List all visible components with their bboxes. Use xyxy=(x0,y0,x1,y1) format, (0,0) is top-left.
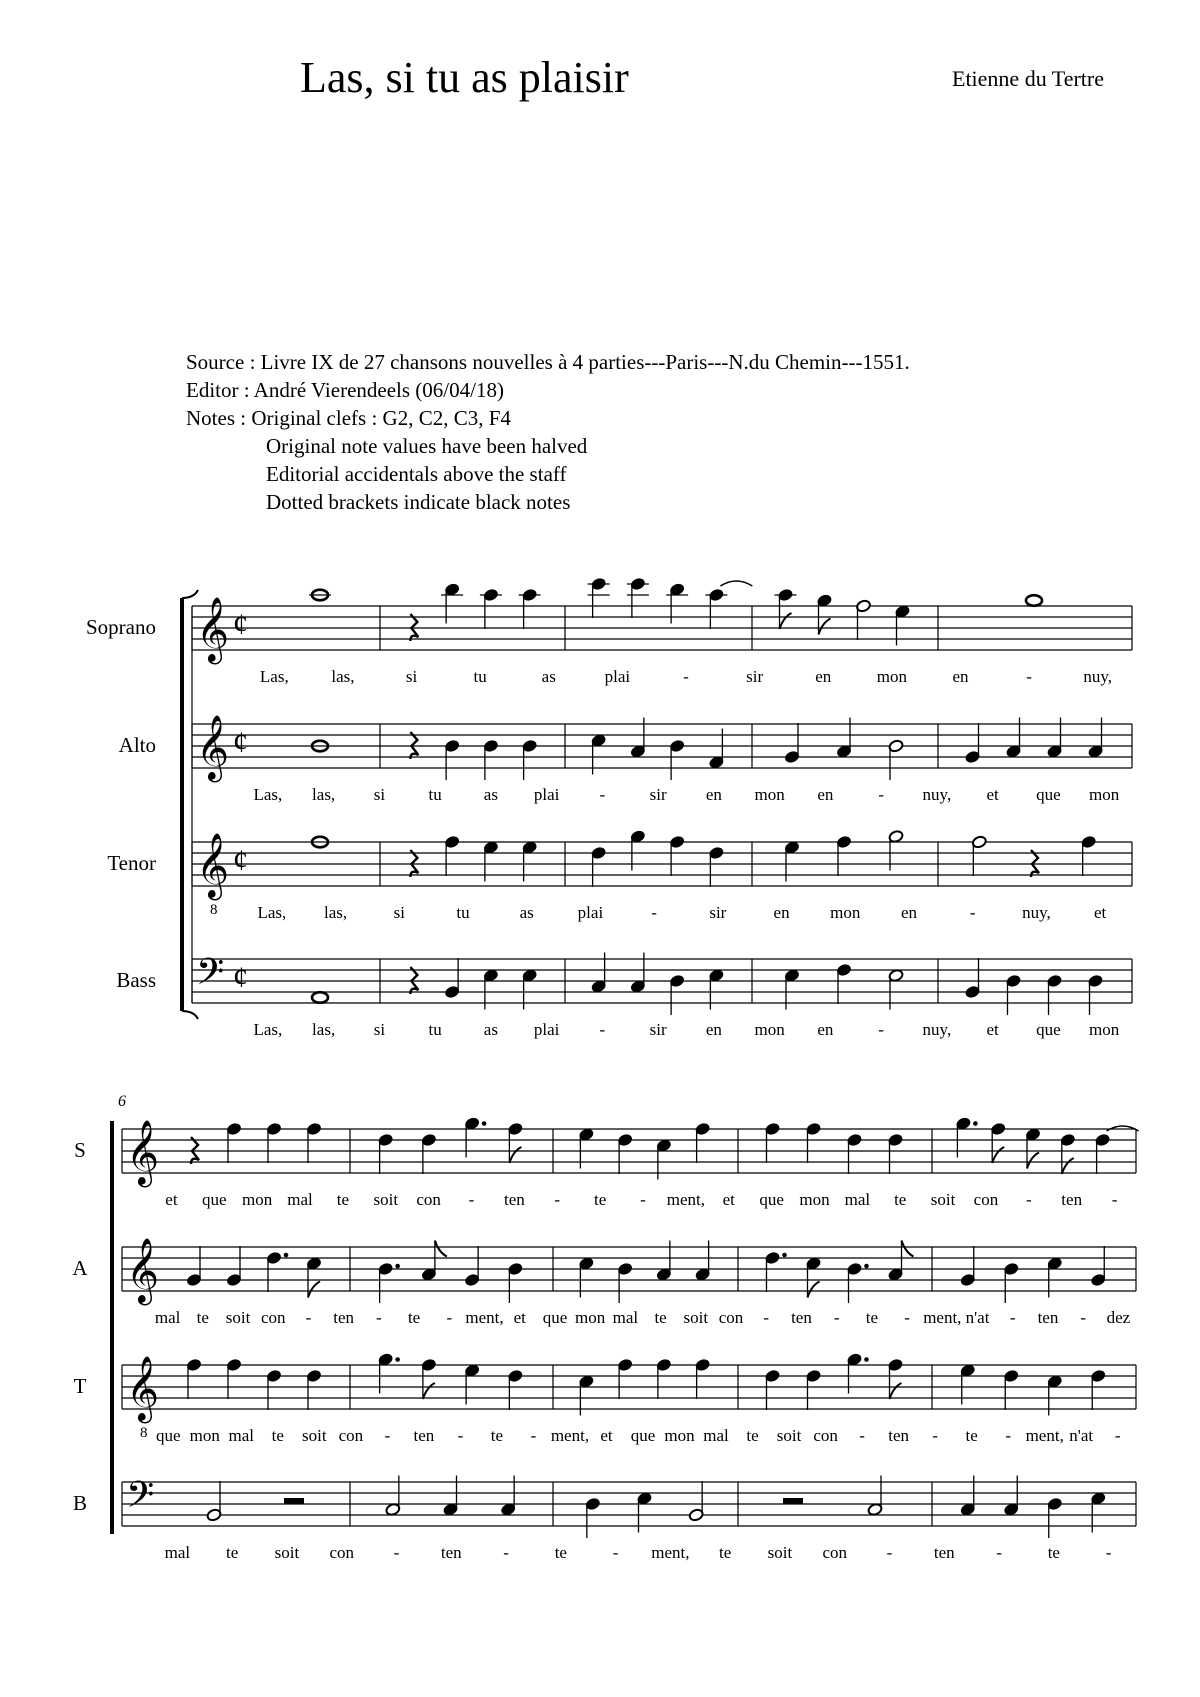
lyric-syllable: mon xyxy=(799,1190,830,1209)
lyric-syllable: en xyxy=(705,1020,722,1039)
whole-note xyxy=(1026,595,1042,606)
lyric-syllable: et xyxy=(165,1190,178,1209)
lyric-syllable: en xyxy=(817,785,834,804)
lyric-hyphen: - xyxy=(376,1308,382,1327)
lyric-syllable: mal xyxy=(703,1426,729,1445)
notes-line: Notes : Original clefs : G2, C2, C3, F4 xyxy=(186,406,511,430)
lyric-hyphen: - xyxy=(1025,1190,1032,1209)
lyric-syllable: te xyxy=(719,1543,732,1562)
lyric-syllable: mon xyxy=(830,903,861,922)
lyric-syllable: en xyxy=(817,1020,834,1039)
lyric-syllable: as xyxy=(483,785,498,804)
lyric-hyphen: - xyxy=(932,1426,938,1445)
lyric-hyphen: - xyxy=(305,1308,312,1327)
lyric-hyphen: - xyxy=(651,903,657,922)
lyric-hyphen: - xyxy=(599,785,606,804)
lyric-syllable: las, xyxy=(324,903,348,922)
lyric-syllable: tu xyxy=(456,903,470,922)
lyric-syllable: tu xyxy=(428,785,442,804)
half-rest xyxy=(284,1498,304,1504)
source-line: Source : Livre IX de 27 chansons nouvelles à 4 parties---Paris---N.du Chemin---1551. xyxy=(186,350,910,374)
lyric-hyphen: - xyxy=(1009,1308,1016,1327)
lyric-syllable: et xyxy=(986,1020,999,1039)
lyric-syllable: te xyxy=(407,1308,421,1327)
lyric-hyphen: - xyxy=(886,1543,893,1562)
lyric-syllable: con xyxy=(718,1308,744,1327)
lyric-syllable: con xyxy=(260,1308,286,1327)
lyric-syllable: te xyxy=(593,1190,607,1209)
lyric-syllable: Las, xyxy=(253,1020,283,1039)
part-name: Tenor xyxy=(107,851,156,875)
lyric-syllable: te xyxy=(271,1426,284,1445)
treble-clef: 𝄞 xyxy=(196,717,230,779)
lyric-syllable: te xyxy=(1047,1543,1060,1562)
lyric-syllable: ten xyxy=(933,1543,955,1562)
lyric-syllable: ment, xyxy=(550,1426,590,1445)
lyric-syllable: et xyxy=(986,785,999,804)
lyric-syllable: si xyxy=(373,785,386,804)
lyric-syllable: sir xyxy=(649,785,667,804)
treble-clef: 𝄞 xyxy=(196,835,230,897)
lyric-syllable: las, xyxy=(312,785,336,804)
piece-title: Las, si tu as plaisir xyxy=(300,53,629,102)
notes-line-2: Original note values have been halved xyxy=(266,434,588,458)
lyric-hyphen: - xyxy=(996,1543,1002,1562)
part-abbreviation: B xyxy=(72,1491,88,1515)
lyric-hyphen: - xyxy=(384,1426,391,1445)
lyric-syllable: et xyxy=(600,1426,613,1445)
part-name: Alto xyxy=(118,733,156,757)
tie xyxy=(720,581,752,586)
flag xyxy=(435,1241,447,1257)
lyric-syllable: mon xyxy=(242,1190,273,1209)
lyric-syllable: soit xyxy=(225,1308,251,1327)
lyric-syllable: et xyxy=(722,1190,735,1209)
lyric-syllable: con xyxy=(822,1543,847,1562)
lyric-hyphen: - xyxy=(1111,1190,1118,1209)
lyric-syllable: que xyxy=(202,1190,227,1209)
lyric-syllable: te xyxy=(965,1426,978,1445)
augmentation-dot xyxy=(395,1357,400,1362)
editor-line: Editor : André Vierendeels (06/04/18) xyxy=(186,378,504,402)
lyric-syllable: las, xyxy=(331,667,355,686)
lyric-syllable: con xyxy=(416,1190,441,1209)
lyric-syllable: soit xyxy=(302,1426,327,1445)
part-name: Soprano xyxy=(86,615,156,639)
lyric-syllable: mon xyxy=(1089,785,1120,804)
flag xyxy=(992,1147,1004,1163)
lyric-syllable: con xyxy=(813,1426,838,1445)
lyric-syllable: mon xyxy=(664,1426,695,1445)
octave-mark: 8 xyxy=(210,902,218,918)
lyric-hyphen: - xyxy=(503,1543,509,1562)
augmentation-dot xyxy=(284,1253,289,1258)
flag xyxy=(902,1241,914,1257)
lyric-syllable: mon xyxy=(876,667,907,686)
lyric-syllable: Las, xyxy=(257,903,287,922)
lyric-syllable: que xyxy=(155,1426,181,1445)
bracket-hook xyxy=(182,590,198,598)
flag xyxy=(890,1383,902,1399)
half-rest xyxy=(783,1498,803,1504)
lyric-hyphen: - xyxy=(1080,1308,1087,1327)
lyric-syllable: as xyxy=(519,903,534,922)
lyric-syllable: ten xyxy=(333,1308,355,1327)
lyric-syllable: ten xyxy=(413,1426,435,1445)
flag xyxy=(1027,1153,1039,1169)
lyric-syllable: mal xyxy=(844,1190,871,1209)
flag xyxy=(808,1282,820,1298)
lyric-syllable: soit xyxy=(683,1308,709,1327)
lyric-syllable: n'at xyxy=(1069,1426,1094,1445)
lyric-syllable: et xyxy=(1094,903,1107,922)
lyric-syllable: te xyxy=(336,1190,350,1209)
lyric-syllable: soit xyxy=(930,1190,956,1209)
lyric-hyphen: - xyxy=(446,1308,453,1327)
lyric-syllable: ment, xyxy=(651,1543,690,1562)
lyric-syllable: n'at xyxy=(965,1308,990,1327)
lyric-syllable: mal xyxy=(154,1308,181,1327)
lyric-syllable: tu xyxy=(428,1020,442,1039)
lyric-syllable: si xyxy=(373,1020,386,1039)
lyric-syllable: ment, xyxy=(465,1308,504,1327)
octave-mark: 8 xyxy=(140,1425,148,1441)
time-signature: ¢ xyxy=(233,961,248,994)
notes-line-3: Editorial accidentals above the staff xyxy=(266,462,567,486)
flag xyxy=(423,1383,435,1399)
lyric-hyphen: - xyxy=(599,1020,606,1039)
treble-clef: 𝄞 xyxy=(126,1358,160,1420)
lyric-hyphen: - xyxy=(530,1426,537,1445)
lyric-syllable: mon xyxy=(754,785,785,804)
lyric-syllable: nuy, xyxy=(1083,667,1113,686)
lyric-syllable: ten xyxy=(504,1190,525,1209)
flag xyxy=(819,619,831,635)
bass-clef: 𝄢 xyxy=(196,952,225,1001)
bass-clef: 𝄢 xyxy=(126,1475,155,1524)
lyric-syllable: con xyxy=(973,1190,999,1209)
lyric-syllable: te xyxy=(746,1426,759,1445)
part-name: Bass xyxy=(116,968,156,992)
lyric-hyphen: - xyxy=(1005,1426,1012,1445)
lyric-syllable: te xyxy=(196,1308,209,1327)
lyric-hyphen: - xyxy=(683,667,689,686)
treble-clef: 𝄞 xyxy=(196,599,230,661)
lyric-syllable: tu xyxy=(473,667,487,686)
measure-number: 6 xyxy=(118,1093,126,1110)
lyric-syllable: en xyxy=(705,785,722,804)
lyric-syllable: soit xyxy=(776,1426,802,1445)
lyric-syllable: te xyxy=(865,1308,879,1327)
lyric-syllable: te xyxy=(894,1190,907,1209)
lyric-syllable: ten xyxy=(888,1426,910,1445)
composer-name: Etienne du Tertre xyxy=(952,66,1104,91)
lyric-syllable: en xyxy=(900,903,918,922)
augmentation-dot xyxy=(864,1264,869,1269)
lyric-syllable: nuy, xyxy=(922,785,952,804)
lyric-syllable: ten xyxy=(791,1308,812,1327)
lyric-hyphen: - xyxy=(878,785,884,804)
lyric-syllable: sir xyxy=(746,667,764,686)
lyric-syllable: mon xyxy=(189,1426,220,1445)
lyric-syllable: en xyxy=(952,667,969,686)
lyric-syllable: si xyxy=(405,667,418,686)
lyric-syllable: soit xyxy=(373,1190,399,1209)
lyric-hyphen: - xyxy=(612,1543,619,1562)
treble-clef: 𝄞 xyxy=(126,1240,160,1302)
lyric-syllable: ten xyxy=(1061,1190,1083,1209)
flag xyxy=(308,1282,320,1298)
lyric-syllable: soit xyxy=(767,1543,793,1562)
lyric-syllable: plai xyxy=(604,667,631,686)
lyric-syllable: sir xyxy=(709,903,727,922)
part-abbreviation: A xyxy=(72,1256,88,1280)
lyric-syllable: mal xyxy=(287,1190,313,1209)
lyric-syllable: en xyxy=(773,903,790,922)
lyric-syllable: ment, xyxy=(923,1308,962,1327)
lyric-syllable: Las, xyxy=(259,667,289,686)
part-abbreviation: S xyxy=(74,1138,86,1162)
augmentation-dot xyxy=(782,1253,787,1258)
lyric-syllable: ten xyxy=(1037,1308,1059,1327)
lyric-hyphen: - xyxy=(554,1190,561,1209)
time-signature: ¢ xyxy=(233,726,248,759)
lyric-syllable: sir xyxy=(649,1020,667,1039)
lyric-hyphen: - xyxy=(457,1426,464,1445)
lyric-syllable: nuy, xyxy=(1022,903,1051,922)
lyric-syllable: mon xyxy=(1089,1020,1120,1039)
lyric-hyphen: - xyxy=(640,1190,646,1209)
augmentation-dot xyxy=(973,1121,978,1126)
lyric-hyphen: - xyxy=(1105,1543,1112,1562)
lyric-syllable: en xyxy=(815,667,832,686)
part-abbreviation: T xyxy=(73,1374,87,1398)
augmentation-dot xyxy=(864,1357,869,1362)
lyric-syllable: te xyxy=(554,1543,567,1562)
lyric-syllable: as xyxy=(541,667,556,686)
lyric-syllable: mon xyxy=(754,1020,785,1039)
lyric-hyphen: - xyxy=(1026,667,1032,686)
lyric-syllable: plai xyxy=(533,785,560,804)
notes-line-4: Dotted brackets indicate black notes xyxy=(266,490,571,514)
lyric-hyphen: - xyxy=(859,1426,865,1445)
bracket-hook xyxy=(182,1011,198,1019)
lyric-hyphen: - xyxy=(969,903,976,922)
augmentation-dot xyxy=(482,1121,487,1126)
time-signature: ¢ xyxy=(233,608,248,641)
lyric-syllable: ten xyxy=(440,1543,462,1562)
time-signature: ¢ xyxy=(233,844,248,877)
lyric-syllable: mal xyxy=(612,1308,639,1327)
lyric-syllable: mon xyxy=(575,1308,606,1327)
lyric-hyphen: - xyxy=(393,1543,400,1562)
lyric-syllable: plai xyxy=(533,1020,560,1039)
lyric-syllable: Las, xyxy=(253,785,283,804)
lyric-hyphen: - xyxy=(1114,1426,1121,1445)
lyric-syllable: te xyxy=(654,1308,667,1327)
lyric-syllable: te xyxy=(490,1426,504,1445)
lyric-syllable: con xyxy=(329,1543,354,1562)
lyric-syllable: que xyxy=(1036,1020,1061,1039)
lyric-hyphen: - xyxy=(763,1308,770,1327)
lyric-syllable: te xyxy=(226,1543,239,1562)
lyric-hyphen: - xyxy=(904,1308,910,1327)
lyric-syllable: as xyxy=(483,1020,498,1039)
lyric-syllable: mal xyxy=(228,1426,255,1445)
lyric-hyphen: - xyxy=(468,1190,475,1209)
lyric-hyphen: - xyxy=(878,1020,884,1039)
augmentation-dot xyxy=(395,1264,400,1269)
lyric-syllable: con xyxy=(338,1426,364,1445)
lyric-syllable: ment, xyxy=(666,1190,705,1209)
whole-note xyxy=(312,992,328,1003)
lyric-syllable: las, xyxy=(312,1020,336,1039)
lyric-syllable: mal xyxy=(164,1543,191,1562)
lyric-syllable: plai xyxy=(577,903,604,922)
lyric-syllable: que xyxy=(1036,785,1061,804)
lyric-syllable: que xyxy=(759,1190,784,1209)
flag xyxy=(1062,1158,1074,1174)
lyric-syllable: que xyxy=(542,1308,568,1327)
treble-clef: 𝄞 xyxy=(126,1122,160,1184)
lyric-syllable: dez xyxy=(1106,1308,1131,1327)
lyric-syllable: que xyxy=(630,1426,656,1445)
flag xyxy=(509,1147,521,1163)
lyric-syllable: soit xyxy=(274,1543,300,1562)
lyric-syllable: ment, xyxy=(1025,1426,1064,1445)
lyric-syllable: si xyxy=(393,903,405,922)
lyric-hyphen: - xyxy=(833,1308,840,1327)
flag xyxy=(780,613,792,629)
lyric-syllable: nuy, xyxy=(922,1020,952,1039)
lyric-syllable: et xyxy=(513,1308,526,1327)
